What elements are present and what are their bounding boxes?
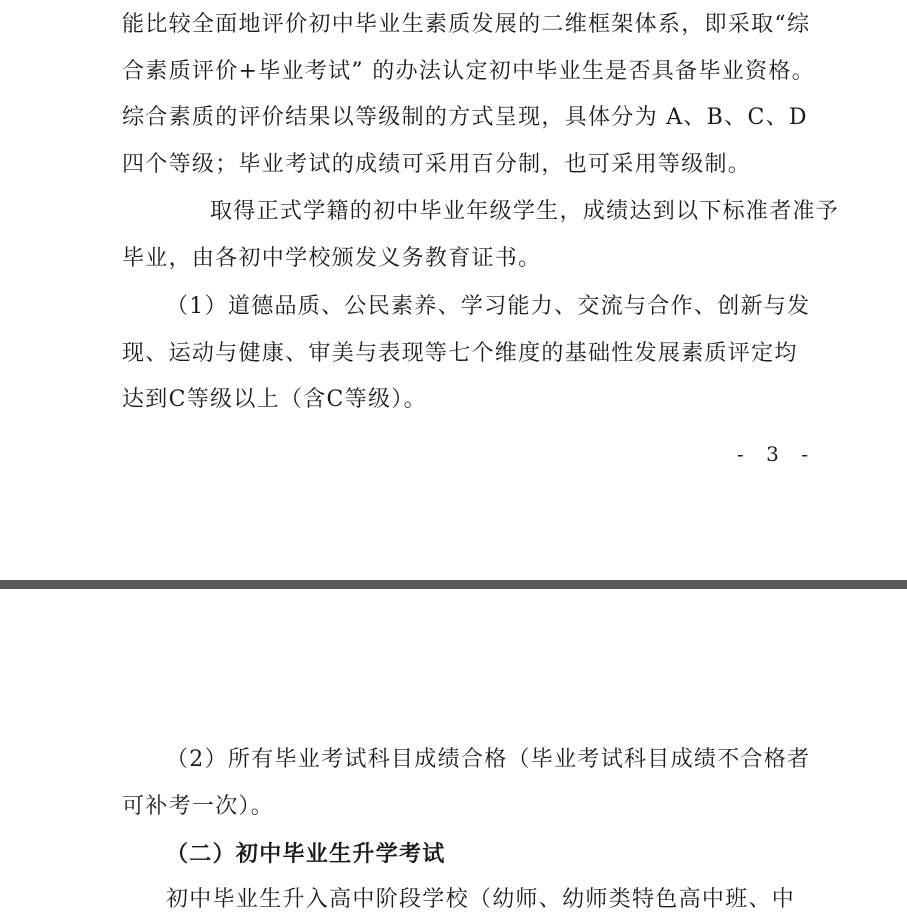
- text-line: 取得正式学籍的初中毕业年级学生，成绩达到以下标准者准予: [210, 199, 840, 224]
- page-number: - 3 -: [737, 442, 816, 466]
- paragraph-entrance-exam: [122, 877, 797, 924]
- document-page-4: [0, 589, 907, 920]
- paragraph-evaluation-framework: [122, 2, 815, 188]
- heading-text: （二）初中毕业生升学考试: [166, 841, 446, 867]
- text-line: 毕业，由各初中学校颁发义务教育证书。: [122, 245, 542, 271]
- text-line: （2）所有毕业考试科目成绩合格（毕业考试科目成绩不合格者: [166, 747, 811, 772]
- text-line: 能比较全面地评价初中毕业生素质发展的二维框架体系，即采取“综: [122, 12, 811, 37]
- text-line: （1）道德品质、公民素养、学习能力、交流与合作、创新与发: [166, 294, 811, 319]
- page-separator: [0, 580, 907, 589]
- text-line: 合素质评价+毕业考试” 的办法认定初中毕业生是否具备毕业资格。: [122, 58, 815, 84]
- text-line: 可补考一次）。: [122, 793, 275, 819]
- text-line: 初中毕业生升入高中阶段学校（幼师、幼师类特色高中班、中: [166, 887, 796, 912]
- paragraph-criterion-2: [122, 737, 811, 830]
- section-heading: [122, 831, 797, 878]
- paragraph-graduation-standard: [122, 189, 840, 282]
- text-line: 四个等级；毕业考试的成绩可采用百分制，也可采用等级制。: [122, 151, 752, 177]
- text-line: 综合素质的评价结果以等级制的方式呈现，具体分为 A、B、C、D: [122, 105, 808, 130]
- paragraph-criterion-1: [122, 284, 811, 424]
- text-line: 达到C等级以上（含C等级）。: [122, 387, 427, 412]
- text-line: 现、运动与健康、审美与表现等七个维度的基础性发展素质评定均: [122, 340, 798, 366]
